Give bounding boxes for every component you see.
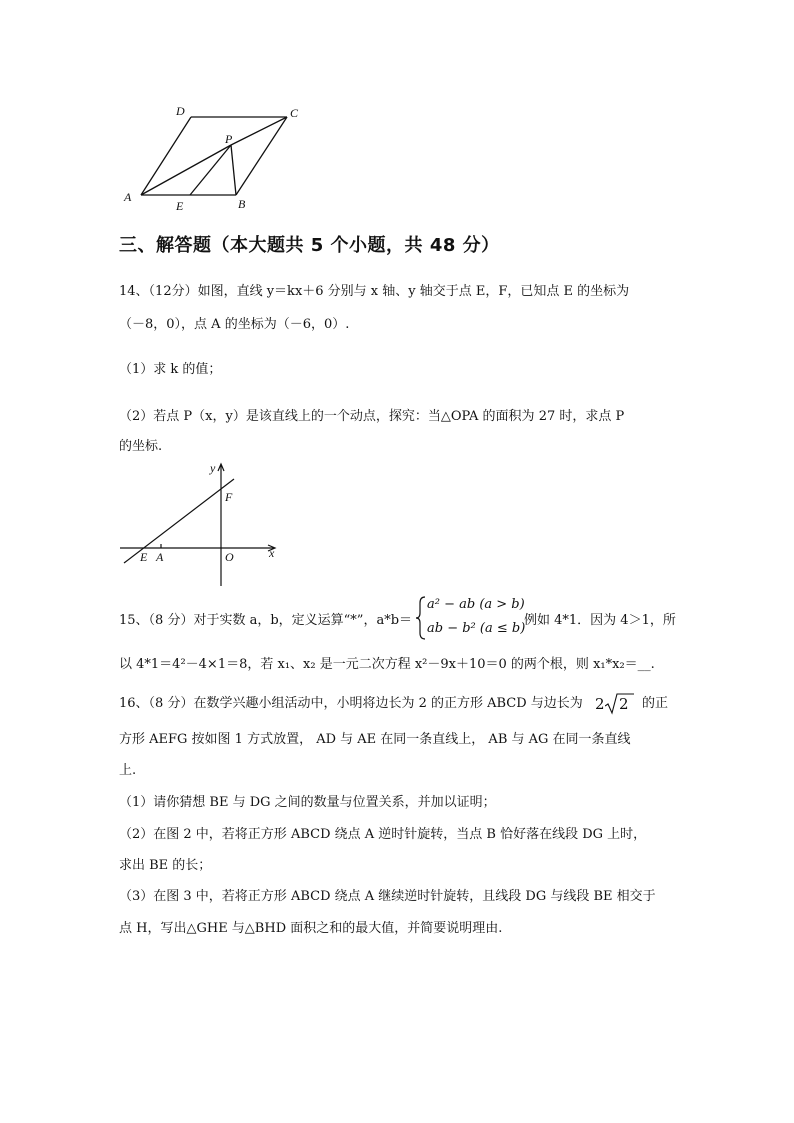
sqrt-coefficient: 2 xyxy=(595,695,605,713)
label-c: C xyxy=(290,106,299,120)
label-p: P xyxy=(225,132,233,146)
sqrt-radicand: 2 xyxy=(619,695,629,713)
label-y: y xyxy=(210,461,216,475)
label-e2: E xyxy=(140,550,148,564)
segment-pe xyxy=(190,145,231,195)
label-d: D xyxy=(176,104,185,118)
segment-ap xyxy=(141,145,231,195)
q16-part2-line1: （2）在图 2 中，若将正方形 ABCD 绕点 A 逆时针旋转，当点 B 恰好落在线段 DG 上时， xyxy=(119,827,647,842)
q16-line3: 上. xyxy=(119,763,137,778)
left-brace xyxy=(415,595,427,641)
q15-line2: 以 4*1＝4²－4×1＝8，若 x₁、x₂ 是一元二次方程 x²－9x＋10＝0 的两个根，则 x₁*x₂＝__. xyxy=(119,657,655,672)
coordinate-graph xyxy=(116,458,286,590)
q14-part1: （1）求 k 的值； xyxy=(119,362,222,377)
q14-line2: （－8，0），点 A 的坐标为（－6，0）. xyxy=(119,317,350,332)
label-b: B xyxy=(238,197,246,211)
label-a2: A xyxy=(156,550,164,564)
q14-line1: 14、（12分）如图，直线 y＝kx＋6 分别与 x 轴、y 轴交于点 E，F，已知点 E 的坐标为 xyxy=(119,284,630,299)
sqrt-expression xyxy=(595,690,639,716)
label-o: O xyxy=(225,550,234,564)
q16-part2-line2: 求出 BE 的长； xyxy=(119,858,212,873)
q16-part3-line2: 点 H，写出△GHE 与△BHD 面积之和的最大值，并简要说明理由. xyxy=(119,921,503,936)
q15-prefix: 15、（8 分）对于实数 a，b，定义运算“*”，a*b＝ xyxy=(119,613,413,628)
q15-suffix: 例如 4*1．因为 4＞1，所 xyxy=(524,613,676,628)
segment-da xyxy=(141,117,191,195)
section-title: 三、解答题（本大题共 5 个小题，共 48 分） xyxy=(119,235,500,256)
q16-part1: （1）请你猜想 BE 与 DG 之间的数量与位置关系，并加以证明； xyxy=(119,795,496,810)
label-e: E xyxy=(176,199,184,213)
case-greater: a² − ab (a > b) xyxy=(427,597,525,612)
label-x: x xyxy=(269,546,275,560)
q14-part2-line1: （2）若点 P（x，y）是该直线上的一个动点，探究：当△OPA 的面积为 27 时，求点 P xyxy=(119,409,625,424)
q16-part3-line1: （3）在图 3 中，若将正方形 ABCD 绕点 A 继续逆时针旋转，且线段 DG 与线段 BE 相交于 xyxy=(119,889,656,904)
case-less-equal: ab − b² (a ≤ b) xyxy=(427,621,526,636)
q16-line1-suffix: 的正 xyxy=(642,696,669,711)
segment-pb xyxy=(231,145,236,195)
label-a: A xyxy=(124,190,132,204)
label-f: F xyxy=(225,490,233,504)
q16-line2: 方形 AEFG 按如图 1 方式放置， AD 与 AE 在同一条直线上， AB 与 AG 在同一条直线 xyxy=(119,732,631,747)
parallelogram-figure xyxy=(118,100,308,215)
q14-part2-line2: 的坐标. xyxy=(119,439,163,454)
q16-line1-prefix: 16、（8 分）在数学兴趣小组活动中，小明将边长为 2 的正方形 ABCD 与边长为 xyxy=(119,696,583,711)
piecewise-definition xyxy=(415,595,525,641)
segment-bc xyxy=(236,117,287,195)
